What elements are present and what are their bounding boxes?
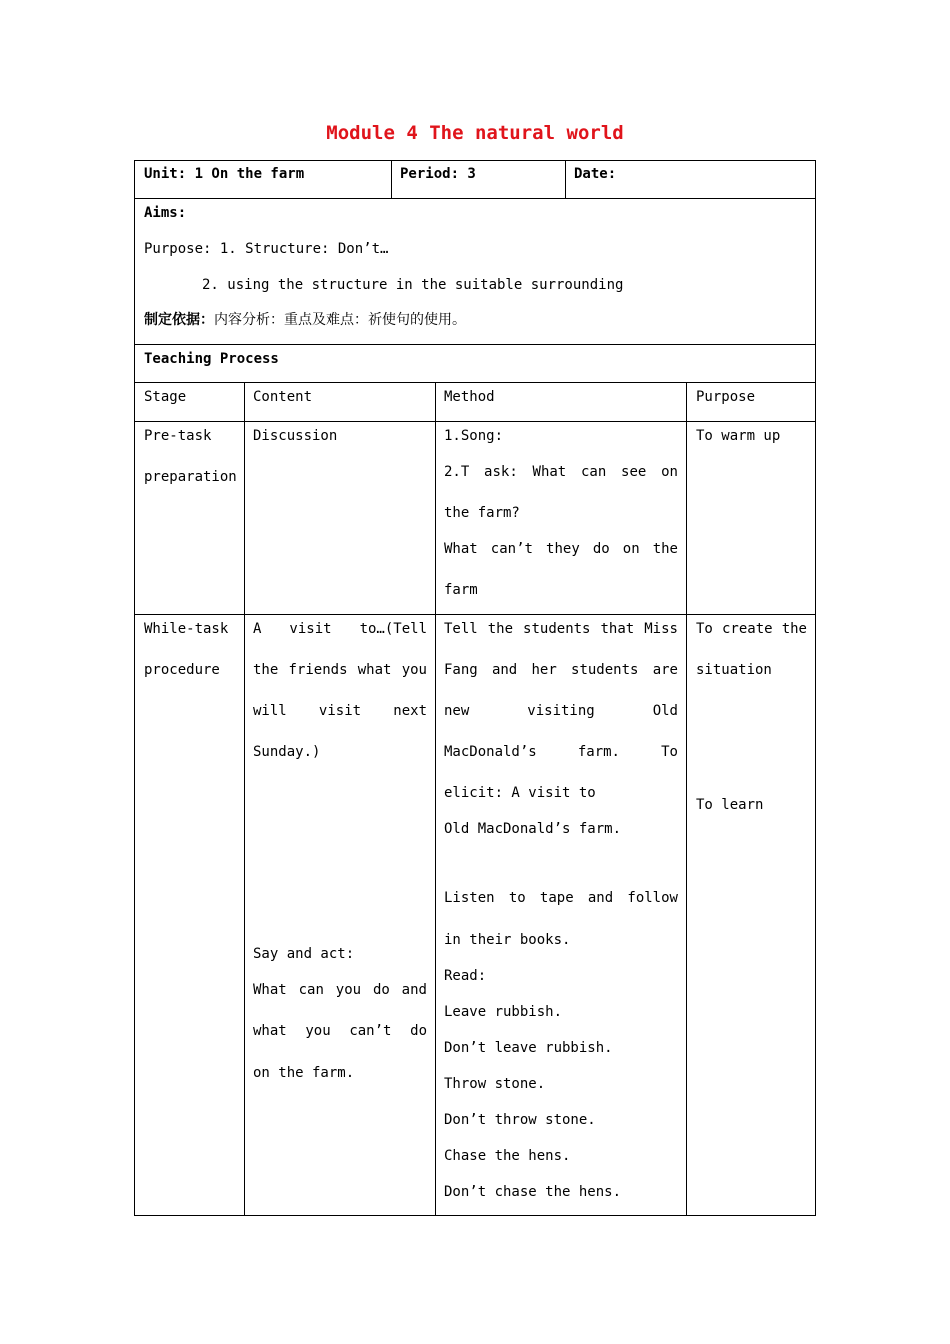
word: what (253, 1023, 287, 1039)
word: Listen (444, 890, 495, 906)
word: Tell (444, 621, 478, 637)
pretask-stage-1: Pre-task (144, 428, 212, 444)
word: the (487, 621, 514, 637)
tell-line-1 (444, 620, 678, 638)
visit-line-1 (253, 620, 427, 638)
word: Fang (444, 662, 478, 678)
col-purpose: Purpose (696, 389, 756, 405)
word: Old (652, 703, 678, 719)
pretask-ask-end: the farm? (444, 505, 520, 521)
word: that (600, 621, 635, 637)
sentence-line: Don’t chase the hens. (444, 1184, 622, 1200)
word: see (621, 464, 647, 480)
visit-line-3 (253, 702, 427, 720)
word: will (253, 703, 287, 719)
aims-purpose-1: Purpose: 1. Structure: Don’t… (144, 241, 389, 257)
word: farm. (577, 744, 620, 760)
word: friends (288, 662, 348, 678)
word: and (401, 982, 427, 998)
word: Miss (644, 621, 678, 637)
listen-line (444, 889, 678, 907)
sentence-line: Don’t leave rubbish. (444, 1040, 613, 1056)
sentence-line: Don’t throw stone. (444, 1112, 596, 1128)
say-and-act: Say and act: (253, 946, 355, 962)
aims-purpose-2: 2. using the structure in the suitable surrounding (202, 277, 624, 293)
col-stage: Stage (144, 389, 187, 405)
word: do (410, 1023, 427, 1039)
word: do (372, 982, 390, 998)
purpose-create-line (696, 620, 807, 638)
visit-end: Sunday.) (253, 744, 321, 760)
period-cell: Period: 3 (400, 166, 476, 182)
word: on (661, 464, 678, 480)
word: follow (627, 890, 678, 906)
pretask-ask-line (444, 463, 678, 481)
word: ask: (484, 464, 518, 480)
word: 2.T (444, 464, 470, 480)
sentence-line: Throw stone. (444, 1076, 546, 1092)
word: next (393, 703, 427, 719)
listen-end: in their books. (444, 932, 571, 948)
teaching-process-label: Teaching Process (144, 351, 279, 367)
elicit-line: elicit: A visit to (444, 785, 596, 801)
word: you (305, 1023, 331, 1039)
word: What (532, 464, 567, 480)
word: the (652, 541, 678, 557)
word: are (652, 662, 678, 678)
word: MacDonald’s (444, 744, 537, 760)
word: visiting (527, 703, 595, 719)
sentence-line: Chase the hens. (444, 1148, 571, 1164)
word: what (357, 662, 392, 678)
word: can (298, 982, 324, 998)
wcy-line-2 (253, 1022, 427, 1040)
col-content: Content (253, 389, 313, 405)
word: What (253, 982, 287, 998)
word: and (587, 890, 614, 906)
col-method: Method (444, 389, 495, 405)
pretask-song: 1.Song: (444, 428, 504, 444)
word: you (401, 662, 427, 678)
purpose-situation: situation (696, 662, 772, 678)
word: to…(Tell (359, 621, 427, 637)
word: students (523, 621, 591, 637)
word: What (444, 541, 478, 557)
visit-line-2 (253, 661, 427, 679)
aims-label: Aims: (144, 205, 187, 221)
word: create (721, 621, 773, 637)
word: students (571, 662, 639, 678)
word: and (491, 662, 518, 678)
wcy-line-1 (253, 981, 427, 999)
word: To (696, 621, 713, 637)
tell-line-4 (444, 743, 678, 761)
old-farm-line: Old MacDonald’s farm. (444, 821, 622, 837)
word: can’t (349, 1023, 392, 1039)
word: can (580, 464, 607, 480)
pretask-content: Discussion (253, 428, 338, 444)
date-cell: Date: (574, 166, 617, 182)
word: new (444, 703, 470, 719)
word: visit (318, 703, 362, 719)
read-label: Read: (444, 968, 487, 984)
basis-label: 制定依据： (144, 312, 214, 328)
pretask-cant-end: farm (444, 582, 478, 598)
word: on (622, 541, 640, 557)
word: visit (289, 621, 332, 637)
aims-basis (144, 311, 466, 329)
tell-line-3 (444, 702, 678, 720)
word: to (508, 890, 526, 906)
word: do (592, 541, 610, 557)
word: can’t (490, 541, 533, 557)
pretask-stage-2: preparation (144, 469, 237, 485)
basis-text: 内容分析：重点及难点：祈使句的使用。 (214, 312, 466, 328)
pretask-purpose: To warm up (696, 428, 781, 444)
word: tape (539, 890, 574, 906)
word: her (531, 662, 557, 678)
word: To (661, 744, 678, 760)
sentence-line: Leave rubbish. (444, 1004, 563, 1020)
word: the (253, 662, 279, 678)
tell-line-2 (444, 661, 678, 679)
word: you (335, 982, 362, 998)
wcy-end: on the farm. (253, 1065, 355, 1081)
page-title: Module 4 The natural world (326, 122, 624, 144)
word: they (546, 541, 580, 557)
pretask-cant-line (444, 540, 678, 558)
whiletask-stage-1: While-task (144, 621, 229, 637)
word: A (253, 621, 262, 637)
word: the (781, 621, 807, 637)
whiletask-stage-2: procedure (144, 662, 220, 678)
purpose-learn: To learn (696, 797, 764, 813)
unit-cell: Unit: 1 On the farm (144, 166, 305, 182)
